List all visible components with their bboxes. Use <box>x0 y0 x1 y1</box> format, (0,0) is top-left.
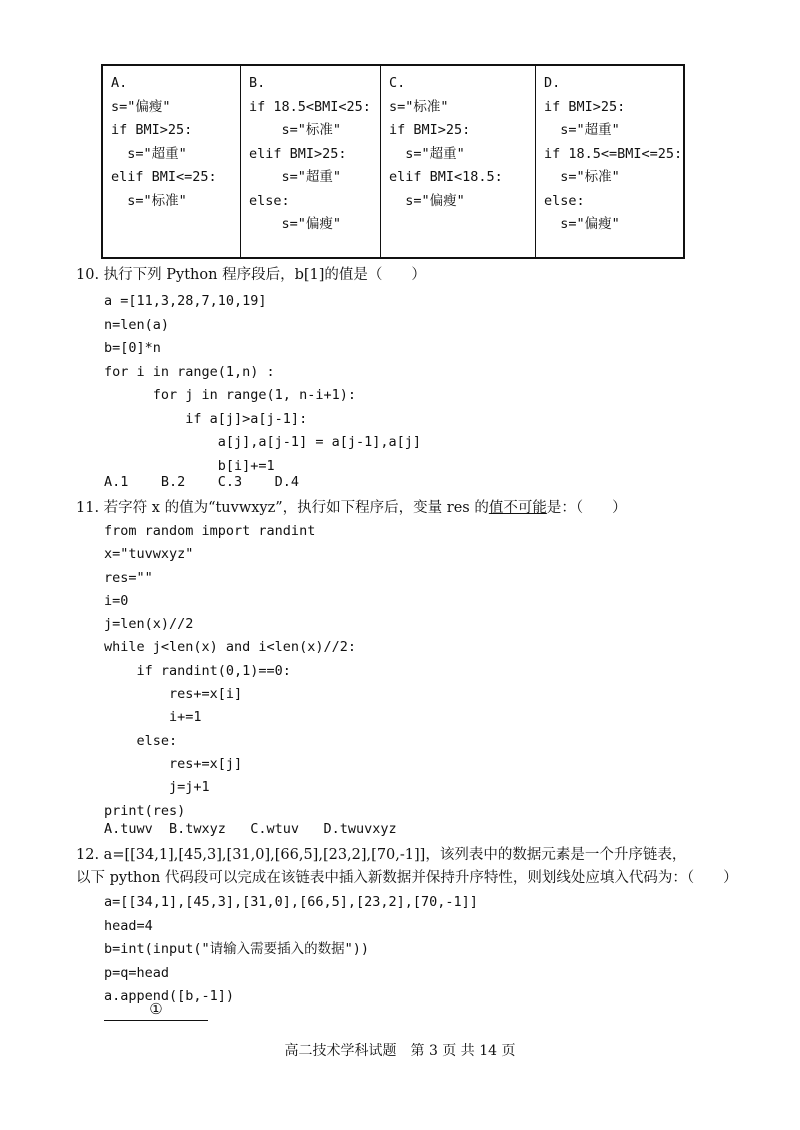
code-line: j=j+1 <box>104 779 210 796</box>
option-d-line: s="偏瘦" <box>544 216 620 232</box>
code-line: a=[[34,1],[45,3],[31,0],[66,5],[23,2],[70,-1]] <box>104 894 478 910</box>
code-line: while j<len(x) and i<len(x)//2: <box>104 639 356 656</box>
options-table <box>101 64 685 259</box>
code-line: res="" <box>104 569 153 586</box>
option-cell-a <box>103 66 241 257</box>
option-c-line: C. <box>389 75 406 91</box>
code-line: a[j],a[j-1] = a[j-1],a[j] <box>104 434 421 450</box>
question-12-code <box>104 891 478 1009</box>
option-d-line: if 18.5<=BMI<=25: <box>544 145 683 162</box>
code-line: a =[11,3,28,7,10,19] <box>104 293 267 309</box>
code-line: head=4 <box>104 917 153 934</box>
question-12-stem-line2: 以下 python 代码段可以完成在该链表中插入新数据并保持升序特性，则划线处应填入代码为：（ ） <box>76 870 738 886</box>
option-a-line: elif BMI<=25: <box>111 169 217 185</box>
option-d-line: if BMI>25: <box>544 98 626 115</box>
code-line: n=len(a) <box>104 316 170 333</box>
option-cell-d <box>536 66 683 257</box>
option-a-line: s="偏瘦" <box>111 98 171 115</box>
code-line: a.append([b,-1]) <box>104 988 235 1004</box>
option-b-line: s="标准" <box>249 122 342 138</box>
option-b-line: if 18.5<BMI<25: <box>249 98 371 115</box>
option-c-line: s="标准" <box>389 98 449 115</box>
option-b-line: B. <box>249 75 266 91</box>
option-c-line: s="超重" <box>389 145 465 162</box>
code-line: b=int(input("请输入需要插入的数据")) <box>104 941 370 957</box>
question-12-stem-line1: 12. a=[[34,1],[45,3],[31,0],[66,5],[23,2],[70,-1]]，该列表中的数据元素是一个升序链表， <box>76 847 687 863</box>
question-10-code <box>104 290 421 478</box>
code-line: res+=x[j] <box>104 755 243 772</box>
code-line: print(res) <box>104 802 186 819</box>
code-line: for i in range(1,n) : <box>104 363 275 380</box>
question-10-options: A.1 B.2 C.3 D.4 <box>104 474 300 490</box>
option-b-line: s="偏瘦" <box>249 216 342 232</box>
option-a-line: s="标准" <box>111 192 187 209</box>
option-d-line: D. <box>544 75 561 91</box>
option-a-line: s="超重" <box>111 145 187 162</box>
option-cell-b <box>241 66 381 257</box>
code-line: i=0 <box>104 592 129 609</box>
option-c-line: elif BMI<18.5: <box>389 169 503 185</box>
option-b-line: s="超重" <box>249 169 342 185</box>
option-b-line: elif BMI>25: <box>249 145 347 162</box>
code-line: b=[0]*n <box>104 340 161 356</box>
code-line: res+=x[i] <box>104 686 243 703</box>
question-11-code <box>104 520 356 823</box>
question-11-emphasis: 值不可能 <box>488 500 547 516</box>
blank-label: ① <box>149 1000 163 1018</box>
code-line: b[i]+=1 <box>104 457 275 474</box>
question-10-stem: 10. 执行下列 Python 程序段后，b[1]的值是（ ） <box>76 267 426 283</box>
option-cell-c <box>381 66 536 257</box>
question-11-options: A.tuwv B.twxyz C.wtuv D.twuvxyz <box>104 821 397 837</box>
code-line: else: <box>104 732 178 749</box>
question-11-stem <box>76 496 756 517</box>
option-d-line: s="超重" <box>544 122 620 138</box>
question-11-stem-pre: 11. 若字符 x 的值为“tuvwxyz”，执行如下程序后，变量 res 的 <box>76 500 489 516</box>
option-a-line: if BMI>25: <box>111 122 193 138</box>
option-d-line: s="标准" <box>544 169 620 185</box>
option-a-line: A. <box>111 75 128 91</box>
page-footer: 高二技术学科试题 第 3 页 共 14 页 <box>284 1043 516 1059</box>
code-line: j=len(x)//2 <box>104 616 194 633</box>
code-line: if a[j]>a[j-1]: <box>104 410 308 427</box>
code-line: i+=1 <box>104 709 202 726</box>
code-line: p=q=head <box>104 964 170 981</box>
answer-blank-1 <box>104 1000 208 1021</box>
code-line: if randint(0,1)==0: <box>104 662 291 679</box>
option-c-line: if BMI>25: <box>389 122 471 138</box>
option-d-line: else: <box>544 192 585 209</box>
option-b-line: else: <box>249 192 290 209</box>
question-11-stem-post: 是：（ ） <box>546 500 627 516</box>
code-line: for j in range(1, n-i+1): <box>104 387 356 403</box>
code-line: x="tuvwxyz" <box>104 546 194 563</box>
code-line: from random import randint <box>104 523 316 539</box>
option-c-line: s="偏瘦" <box>389 192 465 209</box>
